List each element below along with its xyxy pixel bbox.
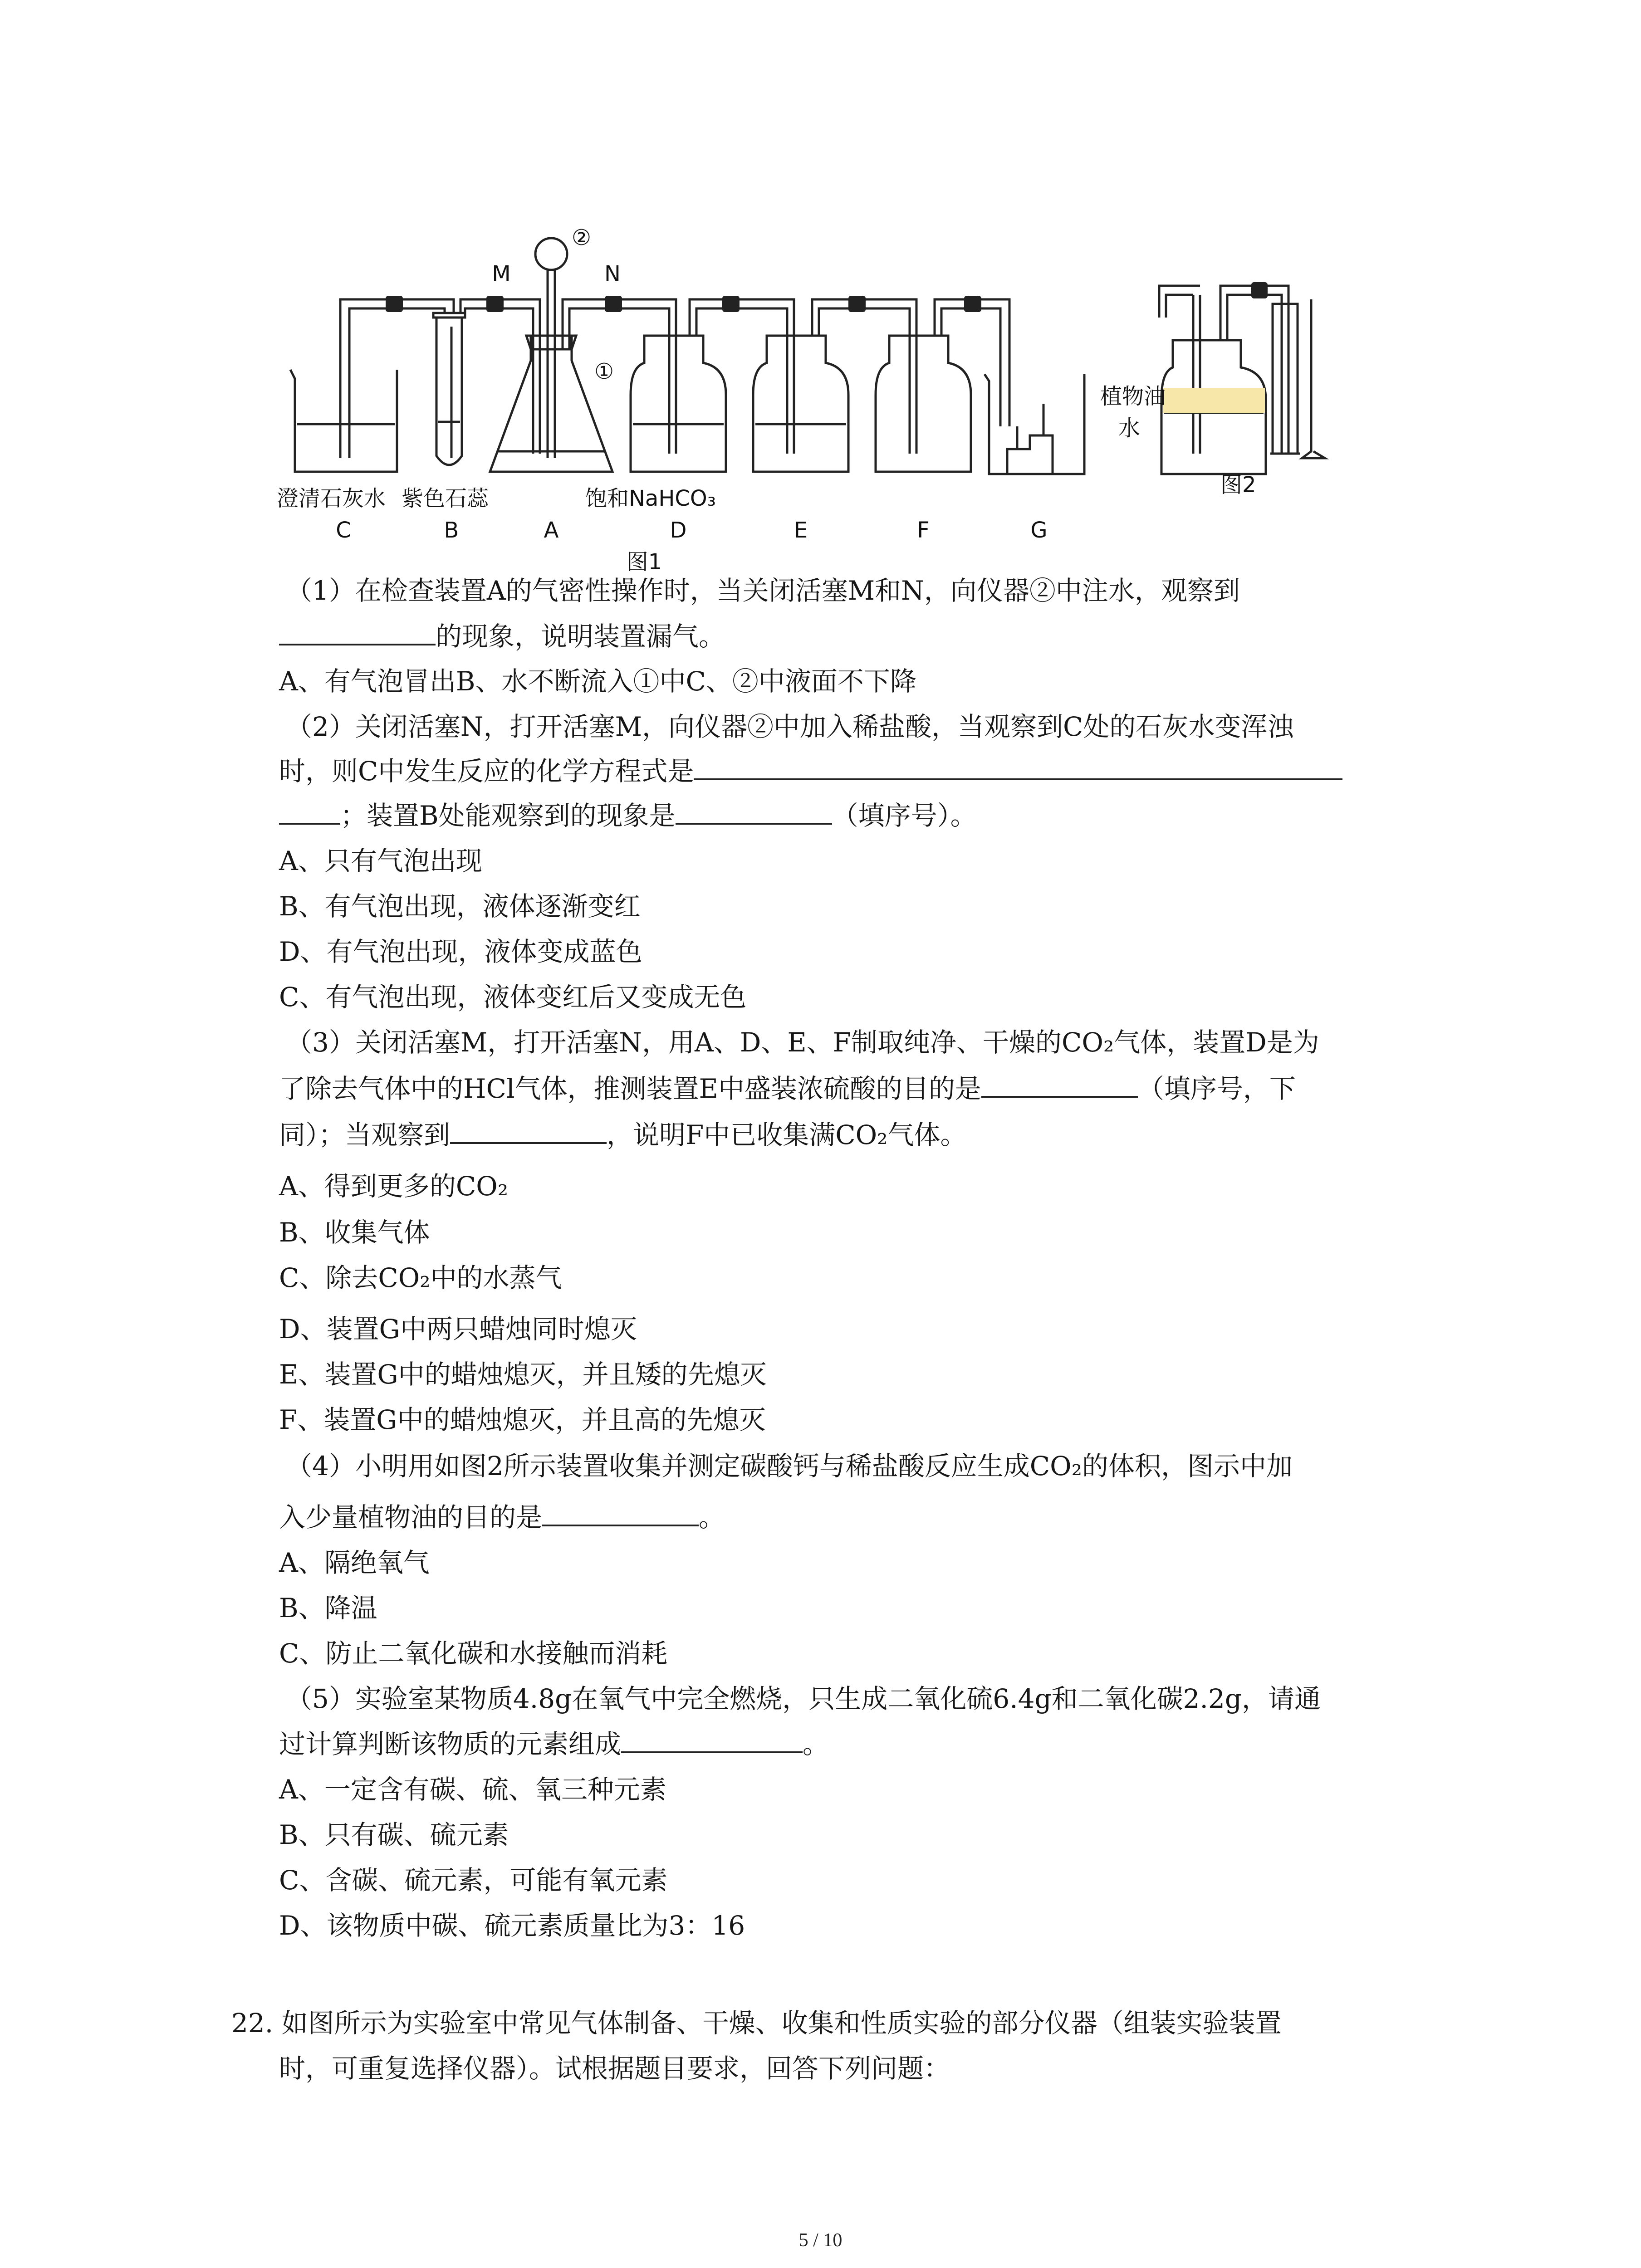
q3-line2: [279, 1070, 1296, 1107]
q4-line1: （4）小明用如图2所示装置收集并测定碳酸钙与稀盐酸反应生成CO₂的体积，图示中加: [286, 1451, 1293, 1481]
letter-c: C: [336, 518, 351, 543]
q5-option-d: D、该物质中碳、硫元素质量比为3：16: [279, 1910, 745, 1941]
nahco3-label: 饱和NaHCO₃: [585, 486, 716, 511]
q5-option-c: C、含碳、硫元素，可能有氧元素: [279, 1865, 668, 1896]
q3-option-f: F、装置G中的蜡烛熄灭，并且高的先熄灭: [279, 1404, 766, 1435]
q3-line3-end: ，说明F中已收集满CO₂气体。: [607, 1119, 967, 1150]
q4-option-a: A、隔绝氧气: [279, 1547, 430, 1578]
answer-blank-2a[interactable]: [694, 753, 1342, 780]
valve-n-label: N: [604, 261, 621, 287]
funnel-mark: ②: [572, 225, 592, 250]
answer-blank-2c[interactable]: [676, 797, 832, 825]
q3-line2-text: 了除去气体中的HCl气体，推测装置E中盛装浓硫酸的目的是: [279, 1073, 981, 1104]
q2-line2: [279, 753, 1342, 789]
q2-line3-end: （填序号）。: [832, 800, 977, 831]
answer-blank-3a[interactable]: [981, 1070, 1138, 1098]
letter-e: E: [794, 518, 808, 543]
q2-line3: [279, 797, 977, 834]
q4-line2-text: 入少量植物油的目的是: [279, 1502, 543, 1533]
answer-blank-4[interactable]: [542, 1499, 699, 1526]
letter-b: B: [444, 518, 459, 543]
fig2-caption: 图2: [1220, 472, 1256, 498]
q1-options: A、有气泡冒出B、水不断流入①中C、②中液面不下降: [279, 666, 916, 697]
letter-d: D: [670, 518, 687, 543]
q5-option-a: A、一定含有碳、硫、氧三种元素: [279, 1774, 666, 1805]
litmus-label: 紫色石蕊: [402, 486, 489, 511]
limewater-label: 澄清石灰水: [277, 486, 386, 511]
q3-line2-end: （填序号，下: [1137, 1073, 1296, 1104]
q2-option-c: C、有气泡出现，液体变红后又变成无色: [279, 982, 747, 1012]
answer-blank-3b[interactable]: [450, 1117, 607, 1144]
q3-option-b: B、收集气体: [279, 1217, 430, 1248]
q3-line3: [279, 1117, 966, 1153]
q4-line2-end: 。: [699, 1502, 725, 1533]
q2-line1: （2）关闭活塞N，打开活塞M，向仪器②中加入稀盐酸，当观察到C处的石灰水变浑浊: [286, 711, 1294, 742]
q5-option-b: B、只有碳、硫元素: [279, 1819, 509, 1850]
q3-option-d: D、装置G中两只蜡烛同时熄灭: [279, 1314, 637, 1344]
letter-f: F: [917, 518, 930, 543]
q2-option-a: A、只有气泡出现: [279, 846, 482, 876]
q2-option-d: D、有气泡出现，液体变成蓝色: [279, 936, 642, 967]
q3-option-e: E、装置G中的蜡烛熄灭，并且矮的先熄灭: [279, 1359, 767, 1390]
q5-line1: （5）实验室某物质4.8g在氧气中完全燃烧，只生成二氧化硫6.4g和二氧化碳2.2g，请通: [286, 1683, 1321, 1714]
q3-line3-text: 同）；当观察到: [279, 1119, 451, 1150]
valve-m-label: M: [492, 261, 511, 287]
answer-blank-5[interactable]: [621, 1726, 803, 1753]
q5-line2: [279, 1726, 829, 1762]
answer-blank-1[interactable]: [279, 618, 436, 645]
q2-option-b: B、有气泡出现，液体逐渐变红: [279, 891, 641, 922]
letter-g: G: [1030, 518, 1048, 543]
fig1-caption: 图1: [626, 549, 662, 575]
q3-option-c: C、除去CO₂中的水蒸气: [279, 1262, 562, 1293]
q2-line3-mid: ；装置B处能观察到的现象是: [340, 800, 676, 831]
q5-line2-end: 。: [803, 1729, 829, 1760]
q4-line2: [279, 1499, 725, 1535]
q5-line2-text: 过计算判断该物质的元素组成: [279, 1729, 622, 1760]
oil-label: 植物油: [1100, 384, 1166, 409]
flask-mark: ①: [594, 359, 614, 384]
q3-line1: （3）关闭活塞M，打开活塞N，用A、D、E、F制取纯净、干燥的CO₂气体，装置D是为: [286, 1027, 1319, 1058]
q4-option-c: C、防止二氧化碳和水接触而消耗: [279, 1638, 668, 1669]
q3-option-a: A、得到更多的CO₂: [279, 1171, 509, 1202]
q22-line1: 22. 如图所示为实验室中常见气体制备、干燥、收集和性质实验的部分仪器（组装实验装置: [231, 2008, 1282, 2038]
page-number: 5 / 10: [798, 2230, 843, 2251]
q2-line2-text: 时，则C中发生反应的化学方程式是: [279, 756, 694, 787]
letter-a: A: [544, 518, 559, 543]
water-label: 水: [1118, 415, 1141, 441]
q1-line2: [279, 618, 725, 655]
q22-line2: 时，可重复选择仪器）。试根据题目要求，回答下列问题：: [279, 2053, 950, 2084]
answer-blank-2b[interactable]: [279, 797, 340, 825]
q4-option-b: B、降温: [279, 1593, 377, 1623]
apparatus-figure: [0, 0, 1641, 585]
q1-line2-text: 的现象，说明装置漏气。: [436, 621, 725, 652]
q1-line1: （1）在检查装置A的气密性操作时，当关闭活塞M和N，向仪器②中注水，观察到: [286, 575, 1240, 606]
